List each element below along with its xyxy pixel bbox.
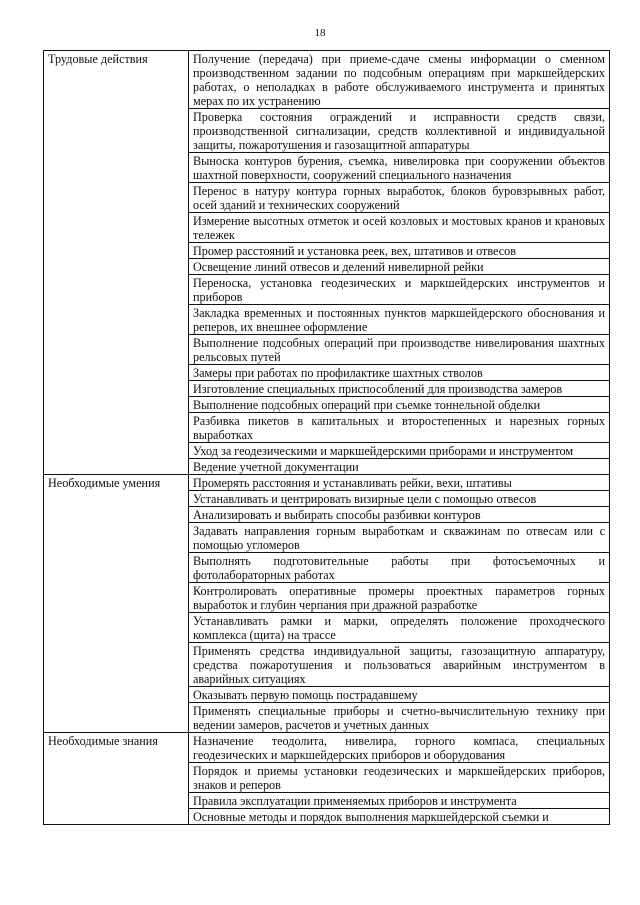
item-cell: Ведение учетной документации	[189, 459, 610, 475]
table-row	[44, 51, 610, 109]
item-cell: Правила эксплуатации применяемых приборов и инструмента	[189, 793, 610, 809]
category-cell: Необходимые умения	[44, 475, 189, 733]
item-cell: Закладка временных и постоянных пунктов маркшейдерского обоснования и реперов, их внешнее оформление	[189, 305, 610, 335]
item-cell: Проверка состояния ограждений и исправности средств связи, производственной сигнализации, средств коллективной и индивидуальной защиты, пожаротушения и газозащитной аппаратуры	[189, 109, 610, 153]
item-cell: Анализировать и выбирать способы разбивки контуров	[189, 507, 610, 523]
table-row	[44, 475, 610, 491]
category-cell: Необходимые знания	[44, 733, 189, 825]
job-function-table	[43, 50, 610, 825]
item-cell: Перенос в натуру контура горных выработок, блоков буровзрывных работ, осей зданий и технических сооружений	[189, 183, 610, 213]
item-cell: Применять средства индивидуальной защиты, газозащитную аппаратуру, средства пожаротушения и пользоваться аварийным инструментом в аварийных ситуациях	[189, 643, 610, 687]
item-cell: Выноска контуров бурения, съемка, нивелировка при сооружении объектов шахтной поверхности, сооружений специального назначения	[189, 153, 610, 183]
page-number: 18	[314, 27, 326, 39]
item-cell: Замеры при работах по профилактике шахтных стволов	[189, 365, 610, 381]
item-cell: Получение (передача) при приеме-сдаче смены информации о сменном производственном задании по подсобным операциям при маркшейдерских работах, о неполадках в работе обслуживаемого инструмента и принятых мерах по их устранению	[189, 51, 610, 109]
item-cell: Выполнять подготовительные работы при фотосъемочных и фотолабораторных работах	[189, 553, 610, 583]
item-cell: Устанавливать и центрировать визирные цели с помощью отвесов	[189, 491, 610, 507]
item-cell: Устанавливать рамки и марки, определять положение проходческого комплекса (щита) на трассе	[189, 613, 610, 643]
item-cell: Выполнение подсобных операций при съемке тоннельной обделки	[189, 397, 610, 413]
item-cell: Изготовление специальных приспособлений для производства замеров	[189, 381, 610, 397]
item-cell: Переноска, установка геодезических и маркшейдерских инструментов и приборов	[189, 275, 610, 305]
item-cell: Применять специальные приборы и счетно-вычислительную технику при ведении замеров, расчетов и учетных данных	[189, 703, 610, 733]
item-cell: Освещение линий отвесов и делений нивелирной рейки	[189, 259, 610, 275]
table-row	[44, 733, 610, 763]
item-cell: Измерение высотных отметок и осей козловых и мостовых кранов и крановых тележек	[189, 213, 610, 243]
item-cell: Промерять расстояния и устанавливать рейки, вехи, штативы	[189, 475, 610, 491]
item-cell: Уход за геодезическими и маркшейдерскими приборами и инструментом	[189, 443, 610, 459]
item-cell: Задавать направления горным выработкам и скважинам по отвесам или с помощью угломеров	[189, 523, 610, 553]
item-cell: Назначение теодолита, нивелира, горного компаса, специальных геодезических и маркшейдерских приборов и оборудования	[189, 733, 610, 763]
item-cell: Оказывать первую помощь пострадавшему	[189, 687, 610, 703]
item-cell: Порядок и приемы установки геодезических и маркшейдерских приборов, знаков и реперов	[189, 763, 610, 793]
item-cell: Основные методы и порядок выполнения маркшейдерской съемки и	[189, 809, 610, 825]
category-cell: Трудовые действия	[44, 51, 189, 475]
item-cell: Разбивка пикетов в капитальных и второстепенных и нарезных горных выработках	[189, 413, 610, 443]
item-cell: Выполнение подсобных операций при производстве нивелирования шахтных рельсовых путей	[189, 335, 610, 365]
table-body	[44, 51, 610, 825]
item-cell: Контролировать оперативные промеры проектных параметров горных выработок и глубин черпания при дражной разработке	[189, 583, 610, 613]
item-cell: Промер расстояний и установка реек, вех, штативов и отвесов	[189, 243, 610, 259]
